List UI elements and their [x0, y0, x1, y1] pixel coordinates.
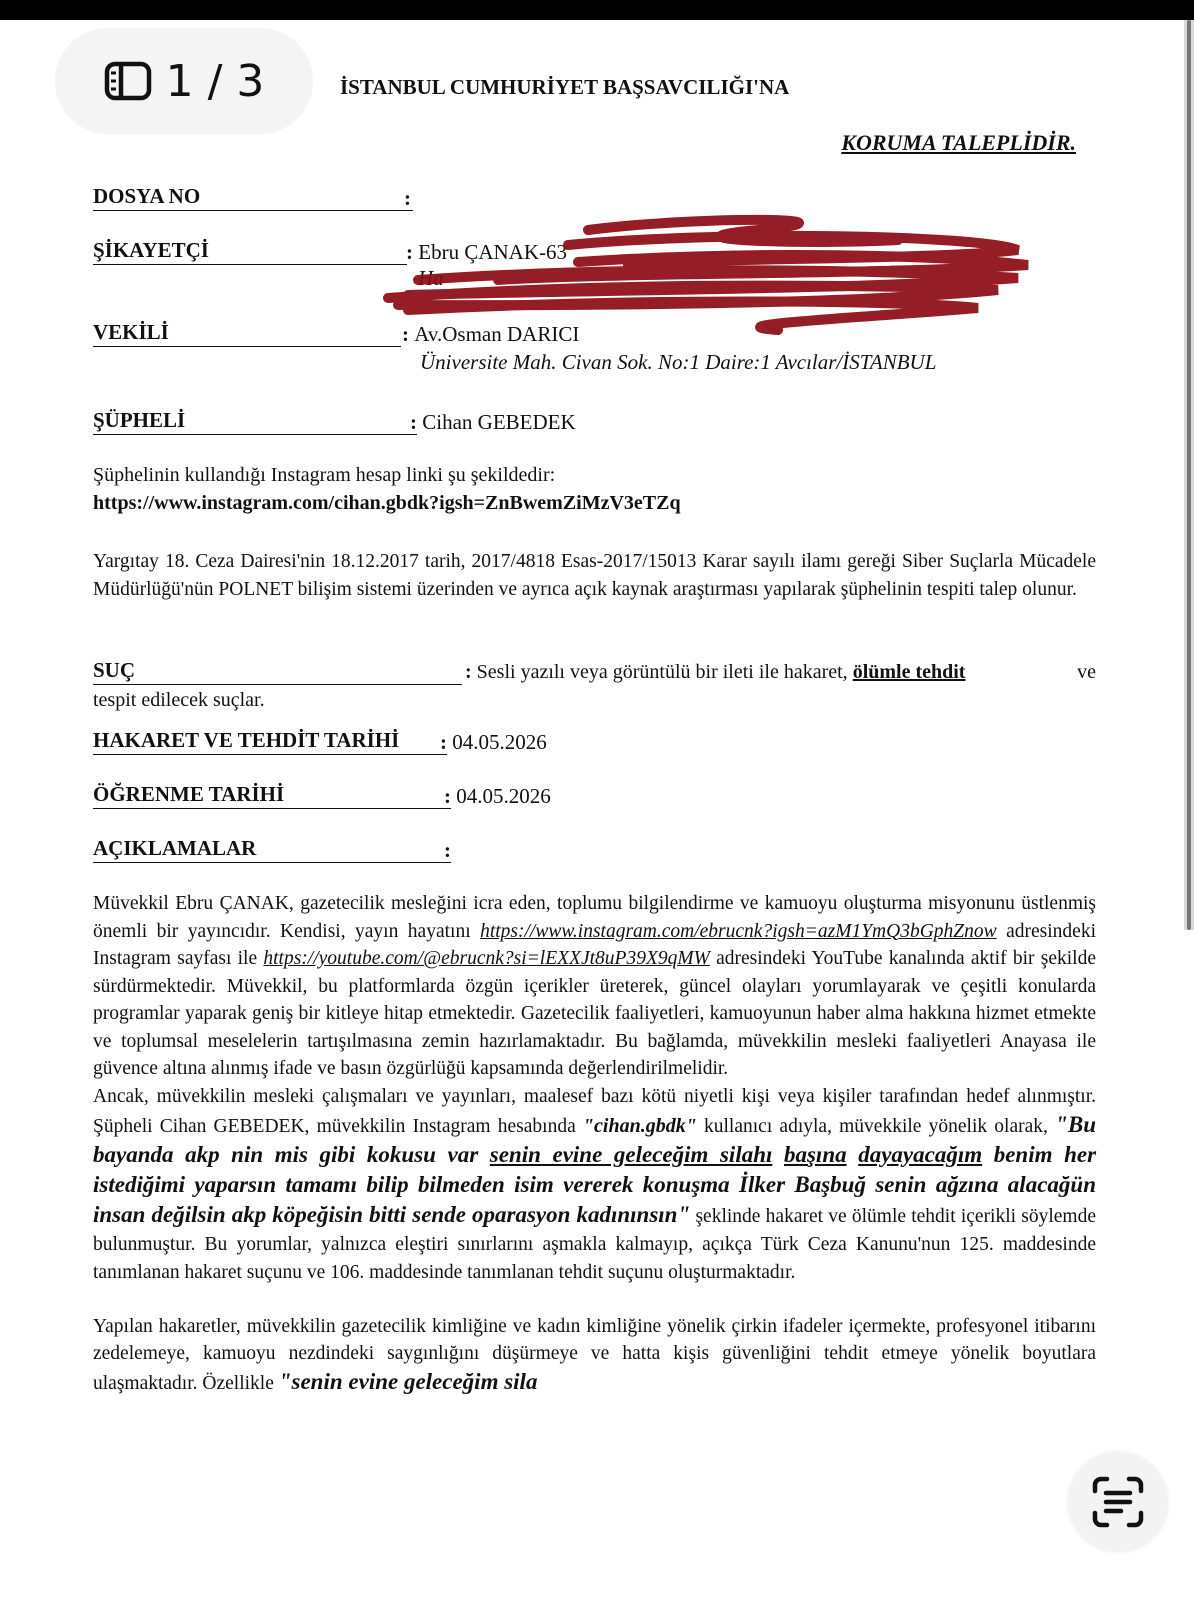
vekili-value: : Av.Osman DARICI: [402, 322, 580, 346]
sikayetci-address: Ha: [418, 266, 444, 290]
vekili-label: VEKİLİ: [93, 320, 401, 347]
aciklamalar-colon: :: [444, 838, 451, 862]
koruma-note: KORUMA TALEPLİDİR.: [841, 130, 1076, 155]
supheli-label: ŞÜPHELİ: [93, 408, 417, 435]
instagram-intro: Şüphelinin kullandığı Instagram hesap linki şu şekildedir:: [93, 464, 556, 486]
hakaret-date-label: HAKARET VE TEHDİT TARİHİ: [93, 728, 447, 755]
status-bar: [0, 0, 1194, 20]
document-title: İSTANBUL CUMHURİYET BAŞSAVCILIĞI'NA: [340, 75, 790, 99]
sidebar-pages-icon: [104, 61, 152, 101]
ogrenme-date-value: : 04.05.2026: [444, 784, 551, 808]
text-scan-icon: [1091, 1475, 1145, 1529]
ebru-instagram-link[interactable]: https://www.instagram.com/ebrucnk?igsh=azM1YmQ3bGphZnow: [480, 920, 997, 942]
sikayetci-label: ŞİKAYETÇİ: [93, 238, 407, 265]
page-counter-text: 1 / 3: [165, 55, 265, 107]
paragraph-2: Ancak, müvekkilin mesleki çalışmaları ve yayınları, maalesef bazı kötü niyetli kişi veya kişiler tarafından hedef alınmıştır. Şüpheli Cihan GEBEDEK, müvekkilin Instagram hesabında "cihan.gbdk" kullanıcı adıyla, müvekkile yönelik olarak, "Bu bayanda akp nin mis gibi kokusu var senin evine geleceğim silahı başına dayayacağım benim her istediğimi yaparsın tamamı bilip bilmeden isim vererek konuşma İlker Başbuğ senin ağzına alacağün insan değilsin akp köpeğisin bitti sende oparasyon kadınınsın" şeklinde hakaret ve ölümle tehdit içerikli söylemde bulunmuştur. Bu yorumlar, yalnızca eleştiri sınırlarını aşmakla kalmayıp, açıkça Türk Ceza Kanunu'nun 125. maddesinde tanımlanan hakaret suçunu ve 106. maddesinde tanımlanan tehdit suçunu oluşturmaktadır.: [93, 1085, 1097, 1283]
sikayetci-value: : Ebru ÇANAK-63: [406, 240, 567, 264]
suc-label: SUÇ: [93, 658, 462, 685]
dosya-colon: :: [404, 186, 411, 210]
ogrenme-date-label: ÖĞRENME TARİHİ: [93, 782, 451, 809]
aciklamalar-label: AÇIKLAMALAR: [93, 836, 451, 863]
supheli-value: : Cihan GEBEDEK: [410, 410, 576, 434]
ebru-youtube-link[interactable]: https://youtube.com/@ebrucnk?si=lEXXJt8uP39X9qMW: [263, 948, 710, 969]
quoted-threat: "Bu bayanda akp nin mis gibi kokusu var senin evine geleceğim silahı başına dayayacağım benim her istediğimi yaparsın tamamı bilip bilmeden isim vererek konuşma İlker Başbuğ senin ağzına alacağün insan değilsin akp köpeğisin bitti sende oparasyon kadınınsın": [93, 1111, 1097, 1227]
suc-text: : Sesli yazılı veya görüntülü bir ileti ile hakaret, ölümle tehdit ve tespit edilecek suçlar.: [93, 661, 1096, 711]
aciklamalar-body: [93, 890, 1096, 1397]
instagram-link[interactable]: https://www.instagram.com/cihan.gbdk?igsh=ZnBwemZiMzV3eTZq: [93, 492, 681, 514]
scrollbar[interactable]: [1184, 20, 1194, 930]
dosya-label: DOSYA NO: [93, 184, 413, 211]
redaction-scribble: [378, 210, 1048, 340]
hakaret-date-value: : 04.05.2026: [440, 730, 547, 754]
text-scan-button[interactable]: [1068, 1452, 1168, 1552]
vekili-address: Üniversite Mah. Civan Sok. No:1 Daire:1 Avcılar/İSTANBUL: [420, 350, 937, 374]
yargitay-paragraph: Yargıtay 18. Ceza Dairesi'nin 18.12.2017 tarih, 2017/4818 Esas-2017/15013 Karar sayılı ilamı gereği Siber Suçlarla Mücadele Müdürlüğü'nün POLNET bilişim sistemi üzerinden ve ayrıca açık kaynak araştırması yapılarak şüphelinin tespiti talep olunur.: [93, 551, 1096, 600]
page-counter-pill[interactable]: [55, 28, 313, 134]
paragraph-3: Yapılan hakaretler, müvekkilin gazetecilik kimliğine ve kadın kimliğine yönelik çirkin ifadeler içermekte, profesyonel itibarını zedelemeye, kamuoyu nezdindeki saygınlığını düşürmeye ve hatta kişis güvenliğini tehdit etmeye yönelik boyutlara ulaşmaktadır. Özellikle "senin evine geleceğim sila: [93, 1315, 1096, 1394]
paragraph-1: Müvekkil Ebru ÇANAK, gazetecilik mesleğini icra eden, toplumu bilgilendirme ve kamuoyu oluşturma misyonunu üstlenmiş önemli bir yayıncıdır. Kendisi, yayın hayatını https://www.instagram.com/ebrucnk?igsh=azM1YmQ3bGphZnow adresindeki Instagram sayfası ile https://youtube.com/@ebrucnk?si=lEXXJt8uP39X9qMW adresindeki YouTube kanalında aktif bir şekilde sürdürmektedir. Müvekkil, bu platformlarda özgün içerikler üreterek, güncel olayları yorumlayarak ve çeşitli konularda programlar yaparak geniş bir kitleye hitap etmektedir. Gazetecilik faaliyetleri, kamuoyunun haber alma hakkına hizmet etmekte ve toplumsal meselelerin tartışılmasına zemin hazırlamaktadır. Bu bağlamda, müvekkilin mesleki faaliyetleri Anayasa ile güvence altına alınmış ifade ve basın özgürlüğü kapsamında değerlendirilmelidir.: [93, 893, 1096, 1079]
